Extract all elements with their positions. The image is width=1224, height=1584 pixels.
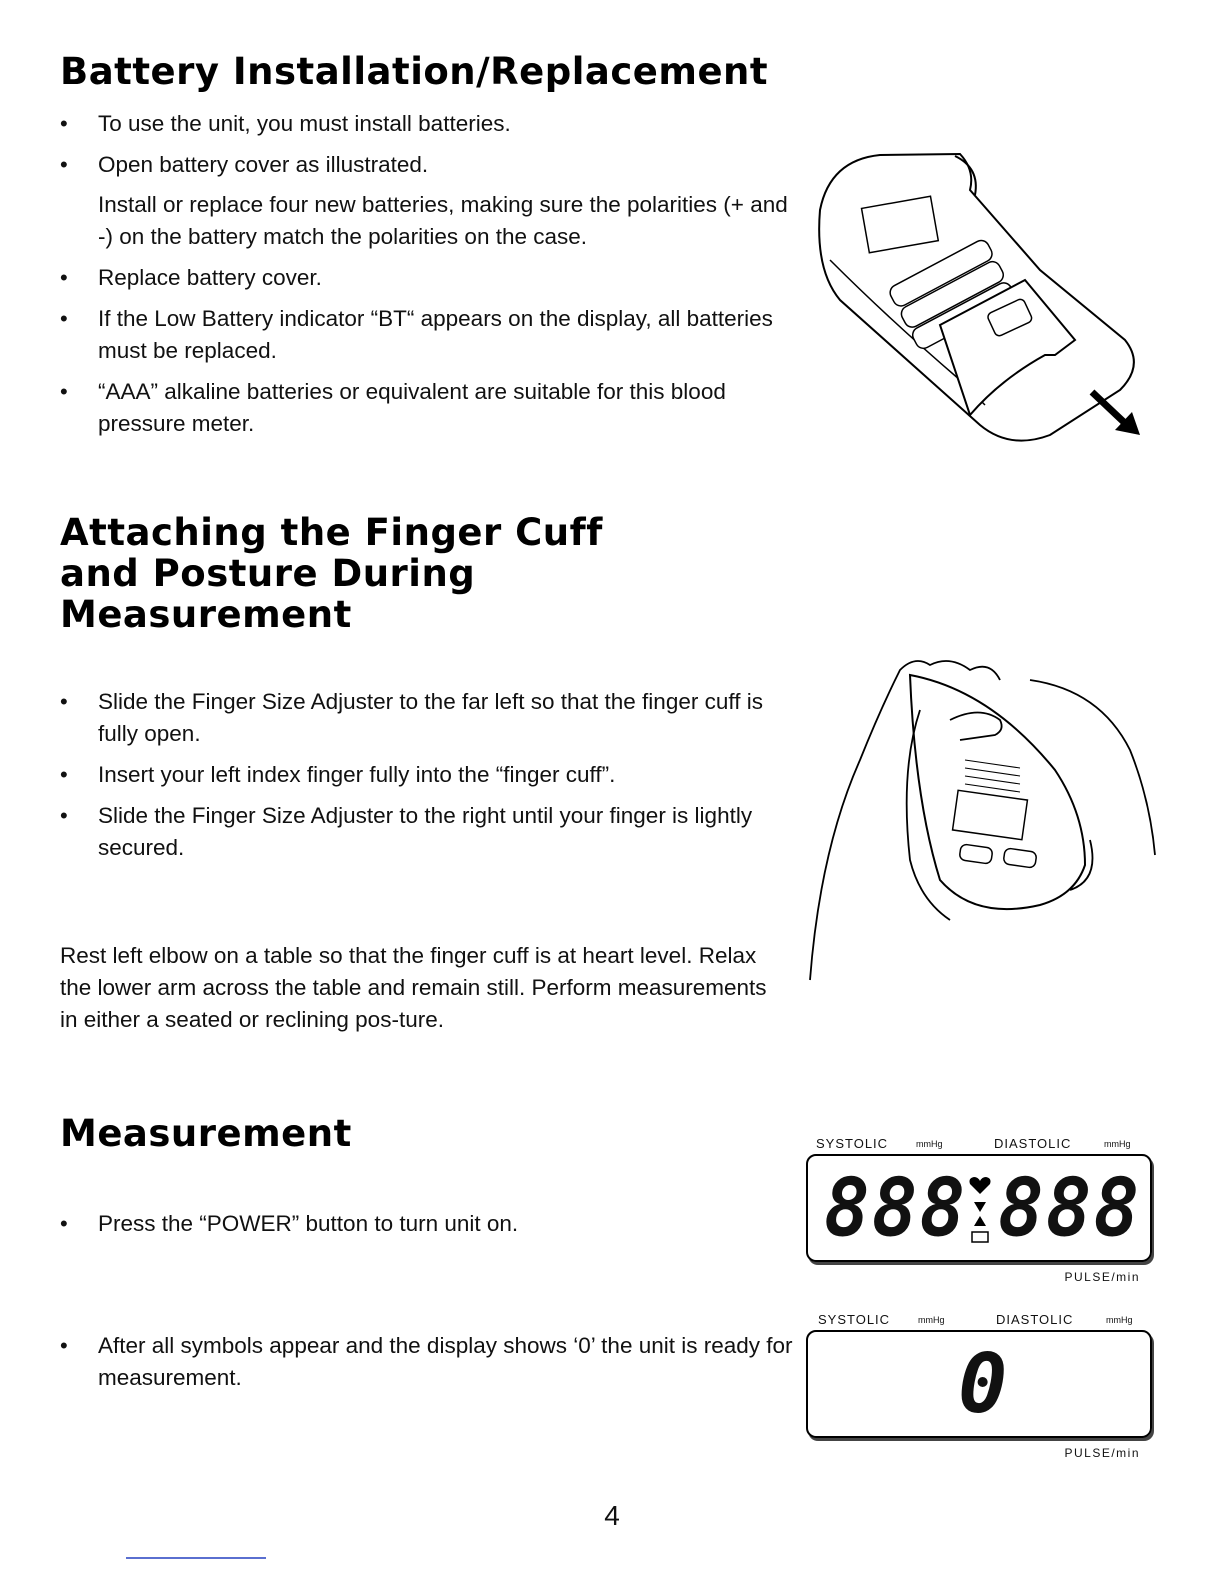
systolic-label: SYSTOLIC [816, 1136, 889, 1151]
measurement-power-item: • Press the “POWER” button to turn unit on. [58, 1208, 798, 1240]
finger-item-3: • Slide the Finger Size Adjuster to the right until your finger is lightly secured. [58, 800, 798, 864]
finger-item-2: • Insert your left index finger fully into the “finger cuff”. [58, 759, 798, 791]
lcd-screen [806, 1330, 1152, 1438]
measurement-ready-item: • After all symbols appear and the display shows ‘0’ the unit is ready for measurement. [58, 1330, 798, 1394]
posture-paragraph: Rest left elbow on a table so that the finger cuff is at heart level. Relax the lower arm across the table and remain still. Perform measurements in either a seated or reclining pos-ture. [60, 943, 767, 1032]
battery-item-2: • Open battery cover as illustrated. [58, 149, 798, 181]
measurement-list-2 [58, 1330, 798, 1403]
battery-item-4: • If the Low Battery indicator “BT“ appears on the display, all batteries must be replaced. [58, 303, 798, 367]
finger-heading-line-1: Attaching the Finger Cuff [60, 511, 603, 554]
lcd-display-all-segments [806, 1136, 1152, 1284]
battery-compartment-illustration [810, 150, 1150, 445]
battery-list [58, 108, 798, 449]
diastolic-label: DIASTOLIC [996, 1312, 1074, 1327]
battery-item-1: • To use the unit, you must install batteries. [58, 108, 798, 140]
diastolic-label: DIASTOLIC [994, 1136, 1072, 1151]
lcd-labels [806, 1136, 1152, 1154]
lcd-labels [806, 1312, 1152, 1330]
pulse-label: PULSE/min [1064, 1270, 1140, 1284]
heart-icon [968, 1176, 992, 1246]
lcd-zero-reading: 0 [958, 1337, 1008, 1432]
footer-rule [126, 1557, 266, 1559]
finger-item-1: • Slide the Finger Size Adjuster to the far left so that the finger cuff is fully open. [58, 686, 798, 750]
battery-item-3: • Replace battery cover. [58, 262, 798, 294]
battery-heading: Battery Installation/Replacement [60, 50, 769, 93]
systolic-unit: mmHg [916, 1139, 943, 1149]
systolic-unit: mmHg [918, 1315, 945, 1325]
systolic-label: SYSTOLIC [818, 1312, 891, 1327]
battery-item-2-detail: Install or replace four new batteries, making sure the polarities (+ and -) on the battery match the polarities on the case. [98, 192, 788, 249]
finger-heading-line-3: Measurement [60, 593, 352, 636]
hands-holding-device-illustration [800, 650, 1160, 985]
measurement-heading: Measurement [60, 1112, 352, 1155]
diastolic-unit: mmHg [1104, 1139, 1131, 1149]
lcd-segments-right: 888 [998, 1160, 1142, 1255]
lcd-display-zero [806, 1312, 1152, 1460]
page-number: 4 [604, 1500, 620, 1531]
diastolic-unit: mmHg [1106, 1315, 1133, 1325]
battery-item-5: • “AAA” alkaline batteries or equivalent are suitable for this blood pressure meter. [58, 376, 798, 440]
lcd-screen [806, 1154, 1152, 1262]
finger-heading-line-2: and Posture During [60, 552, 476, 595]
measurement-list-1 [58, 1208, 798, 1249]
finger-cuff-heading [60, 512, 603, 635]
pulse-label: PULSE/min [1064, 1446, 1140, 1460]
finger-list [58, 686, 798, 873]
lcd-segments-left: 888 [824, 1160, 968, 1255]
